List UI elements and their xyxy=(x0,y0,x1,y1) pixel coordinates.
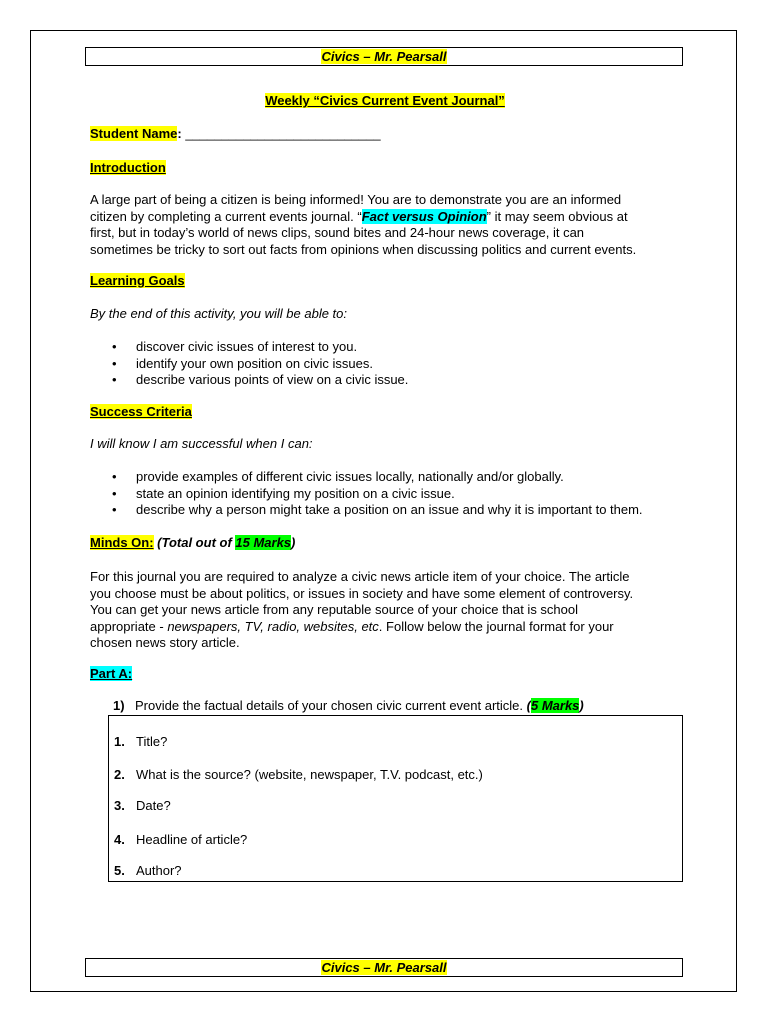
intro-heading xyxy=(90,160,680,177)
list-item xyxy=(112,339,682,356)
page-header xyxy=(85,47,683,66)
success-criteria-heading xyxy=(90,404,680,421)
bullet-glyph: • xyxy=(112,469,117,484)
header-text: Civics – Mr. Pearsall xyxy=(321,49,447,64)
list-item xyxy=(112,356,682,373)
answer-box[interactable] xyxy=(108,715,683,882)
minds-on-paragraph xyxy=(90,569,680,652)
learning-goals-lead: By the end of this activity, you will be able to: xyxy=(90,306,348,321)
minds-on-line-4-start: appropriate - xyxy=(90,618,168,634)
minds-on-heading-text: Minds On: xyxy=(90,535,154,550)
item-text: Title? xyxy=(136,734,168,749)
list-item-text: state an opinion identifying my position on a civic issue. xyxy=(136,485,455,501)
success-criteria-lead: I will know I am successful when I can: xyxy=(90,436,313,451)
minds-on-line-5: chosen news story article. xyxy=(90,635,240,650)
list-item xyxy=(112,372,682,389)
list-item-text: identify your own position on civic issues. xyxy=(136,355,374,371)
list-item-text: describe why a person might take a position on an issue and why it is important to them. xyxy=(136,502,643,517)
list-item xyxy=(112,486,682,503)
bullet-glyph: • xyxy=(112,355,117,371)
minds-on-line-3: You can get your news article from any reputable source of your choice that is school xyxy=(90,602,579,617)
item-number: 2. xyxy=(114,767,125,782)
item-text: Headline of article? xyxy=(136,832,248,847)
minds-on-heading xyxy=(90,535,680,552)
student-name-label: Student Name xyxy=(90,126,178,141)
question-text: Provide the factual details of your chosen civic current event article. xyxy=(135,698,527,713)
intro-paragraph xyxy=(90,192,680,258)
list-item xyxy=(114,734,167,750)
list-item xyxy=(114,832,247,848)
part-a-question xyxy=(113,698,683,714)
intro-line-4: sometimes be tricky to sort out facts from opinions when discussing politics and current events. xyxy=(90,241,637,257)
footer-text: Civics – Mr. Pearsall xyxy=(321,960,447,975)
intro-line-1: A large part of being a citizen is being informed! You are to demonstrate you are an informed xyxy=(90,192,622,207)
learning-goals-heading-text: Learning Goals xyxy=(90,273,185,288)
bullet-glyph: • xyxy=(112,502,117,517)
page-footer xyxy=(85,958,683,977)
item-number: 1. xyxy=(114,734,125,749)
minds-on-total-prefix: (Total out of xyxy=(157,535,236,550)
intro-line-2-end: ” it may seem obvious at xyxy=(486,208,628,224)
part-a-heading xyxy=(90,666,680,683)
list-item xyxy=(112,502,682,519)
list-item xyxy=(112,469,682,486)
question-marks-close: ) xyxy=(579,698,584,713)
page-title xyxy=(90,93,680,110)
item-text: Date? xyxy=(136,798,171,813)
list-item xyxy=(114,798,171,814)
student-name-row xyxy=(90,126,680,143)
minds-on-line-2: you choose must be about politics, or issues in society and have some element of controversy. xyxy=(90,585,634,601)
question-number: 1) xyxy=(113,698,125,713)
item-text: Author? xyxy=(136,863,182,878)
list-item-text: provide examples of different civic issues locally, nationally and/or globally. xyxy=(136,469,564,484)
student-name-colon: : xyxy=(177,126,182,141)
student-name-blank[interactable]: ___________________________ xyxy=(181,126,381,141)
success-criteria-list xyxy=(112,469,682,519)
intro-heading-text: Introduction xyxy=(90,160,166,175)
bullet-glyph: • xyxy=(112,372,117,387)
minds-on-total-marks: 15 Marks xyxy=(235,535,292,550)
list-item xyxy=(114,863,182,879)
minds-on-line-4 xyxy=(90,619,680,636)
bullet-glyph: • xyxy=(112,339,117,354)
success-criteria-heading-text: Success Criteria xyxy=(90,404,192,419)
item-number: 4. xyxy=(114,832,125,847)
learning-goals-list xyxy=(112,339,682,389)
list-item xyxy=(114,767,483,783)
item-text: What is the source? (website, newspaper, T.V. podcast, etc.) xyxy=(136,767,483,782)
minds-on-total-suffix: ) xyxy=(291,535,296,550)
title-text: Weekly “Civics Current Event Journal” xyxy=(265,93,505,108)
question-marks-open: ( xyxy=(526,698,531,713)
minds-on-line-4-end: . Follow below the journal format for your xyxy=(378,618,614,634)
list-item-text: discover civic issues of interest to you. xyxy=(136,339,358,354)
list-item-text: describe various points of view on a civic issue. xyxy=(136,372,409,387)
bullet-glyph: • xyxy=(112,485,117,501)
minds-on-line-1: For this journal you are required to analyze a civic news article item of your choice. The article xyxy=(90,569,630,584)
intro-line-2-start: citizen by completing a current events journal. “ xyxy=(90,208,362,224)
minds-on-sources-emphasis: newspapers, TV, radio, websites, etc xyxy=(167,618,379,634)
part-a-heading-text: Part A: xyxy=(90,666,133,681)
fact-vs-opinion-emphasis: Fact versus Opinion xyxy=(361,208,487,224)
learning-goals-heading xyxy=(90,273,680,290)
intro-line-2 xyxy=(90,209,680,226)
question-marks: 5 Marks xyxy=(530,698,580,713)
item-number: 3. xyxy=(114,798,125,813)
intro-line-3: first, but in today’s world of news clips, sound bites and 24-hour news coverage, it can xyxy=(90,225,585,240)
item-number: 5. xyxy=(114,863,125,878)
